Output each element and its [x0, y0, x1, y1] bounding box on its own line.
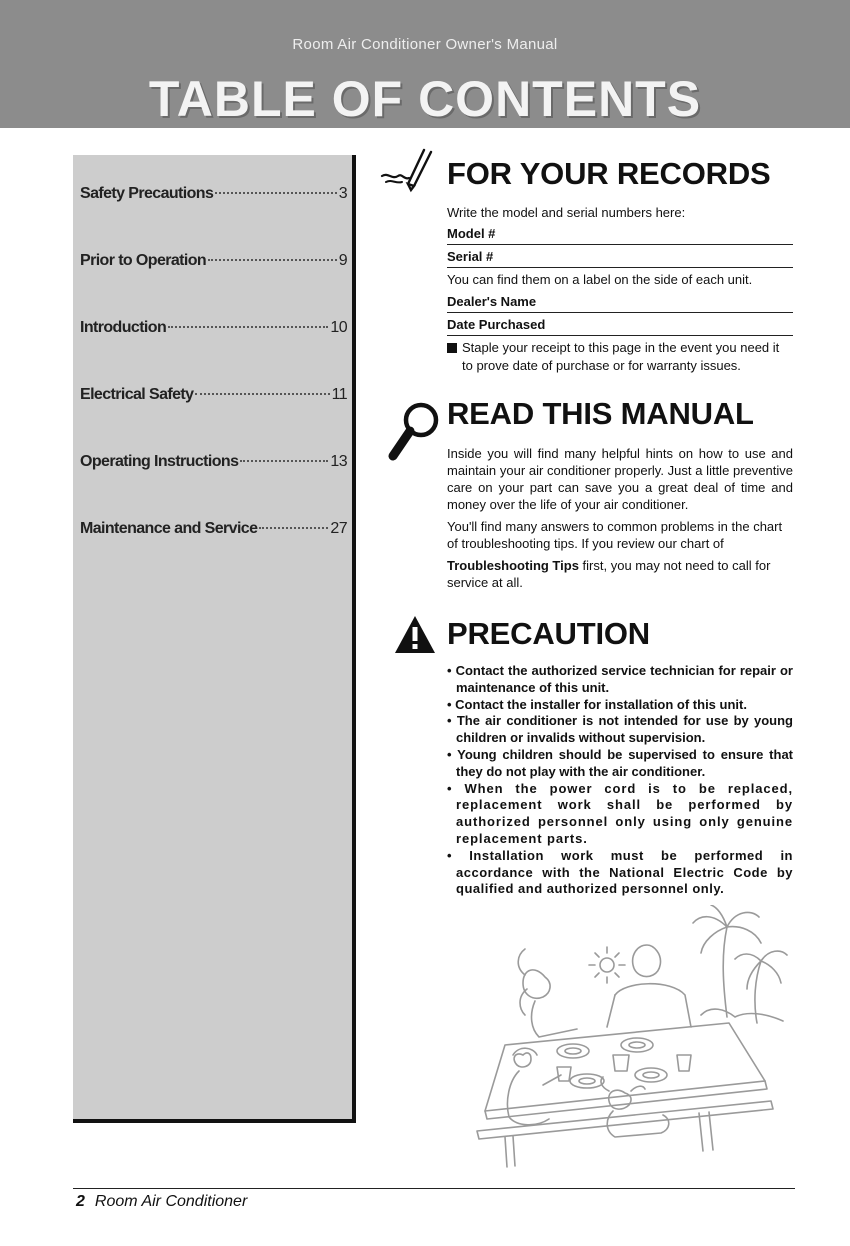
toc-item-label: Introduction: [80, 319, 167, 336]
square-bullet-icon: [447, 343, 457, 353]
precaution-item: • When the power cord is to be replaced, replacement work shall be performed by authorized personnel only using only genuine replacement parts.: [447, 780, 794, 846]
pen-icon: [378, 146, 442, 194]
read-manual-para3: Troubleshooting Tips first, you may not need to call for service at all.: [447, 558, 771, 590]
precaution-item: • Contact the authorized service technician for repair or maintenance of this unit.: [447, 663, 793, 695]
toc-item-page: 11: [331, 386, 347, 403]
page-footer: [76, 1193, 247, 1211]
manual-subtitle: Room Air Conditioner Owner's Manual: [292, 36, 558, 53]
staple-note: Staple your receipt to this page in the event you need it to prove date of purchase or for warranty issues.: [447, 339, 793, 375]
footer-title: Room Air Conditioner: [94, 1193, 248, 1210]
dealer-field[interactable]: Dealer's Name: [447, 294, 793, 313]
page-title: TABLE OF CONTENTS: [148, 71, 702, 127]
precaution-item: • Young children should be supervised to ensure that they do not play with the air conditioner.: [447, 746, 794, 779]
precaution-list: [447, 663, 793, 898]
toc-item[interactable]: [80, 185, 347, 203]
footer-rule: [73, 1188, 795, 1189]
precaution-heading: PRECAUTION: [447, 616, 650, 651]
page-number: 2: [76, 1193, 85, 1210]
precaution-item: • Contact the installer for installation of this unit.: [447, 696, 747, 712]
toc-item[interactable]: [80, 520, 347, 538]
troubleshooting-tips-ref: Troubleshooting Tips: [447, 558, 579, 573]
read-manual-para2: You'll find many answers to common problems in the chart of troubleshooting tips. If you review our chart of: [447, 519, 783, 551]
date-field[interactable]: Date Purchased: [447, 317, 793, 336]
toc-panel: [73, 155, 356, 1123]
read-manual-heading: READ THIS MANUAL: [447, 396, 754, 431]
toc-item-label: Operating Instructions: [80, 453, 239, 470]
toc-item-page: 9: [338, 252, 347, 269]
toc-item[interactable]: [80, 453, 347, 471]
serial-field[interactable]: Serial #: [447, 249, 793, 268]
model-field[interactable]: Model #: [447, 226, 793, 245]
toc-item-label: Maintenance and Service: [80, 520, 258, 537]
toc-item-page: 10: [330, 319, 347, 336]
label-note: You can find them on a label on the side of each unit.: [447, 272, 753, 287]
toc-item-label: Safety Precautions: [80, 185, 214, 202]
records-heading: FOR YOUR RECORDS: [447, 156, 771, 191]
toc-item[interactable]: [80, 386, 347, 404]
warning-icon: [393, 613, 437, 657]
toc-item-page: 27: [330, 520, 347, 537]
toc-item-page: 13: [330, 453, 347, 470]
toc-item-page: 3: [338, 185, 347, 202]
toc-item[interactable]: [80, 319, 347, 337]
toc-item-label: Electrical Safety: [80, 386, 194, 403]
picnic-illustration: [465, 905, 795, 1177]
toc-item[interactable]: [80, 252, 347, 270]
header-banner: [0, 0, 850, 128]
precaution-item: • The air conditioner is not intended for use by young children or invalids without supervision.: [447, 713, 793, 746]
read-manual-para1: Inside you will find many helpful hints on how to use and maintain your air conditioner properly. Just a little preventive care on your part can save you a great deal of time and money over the life of your air conditioner.: [447, 446, 793, 512]
precaution-item: • Installation work must be performed in accordance with the National Electric Code by qualified and authorized personnel only.: [447, 847, 793, 897]
toc-item-label: Prior to Operation: [80, 252, 207, 269]
magnifier-icon: [388, 398, 442, 466]
records-intro: Write the model and serial numbers here:: [447, 205, 686, 220]
